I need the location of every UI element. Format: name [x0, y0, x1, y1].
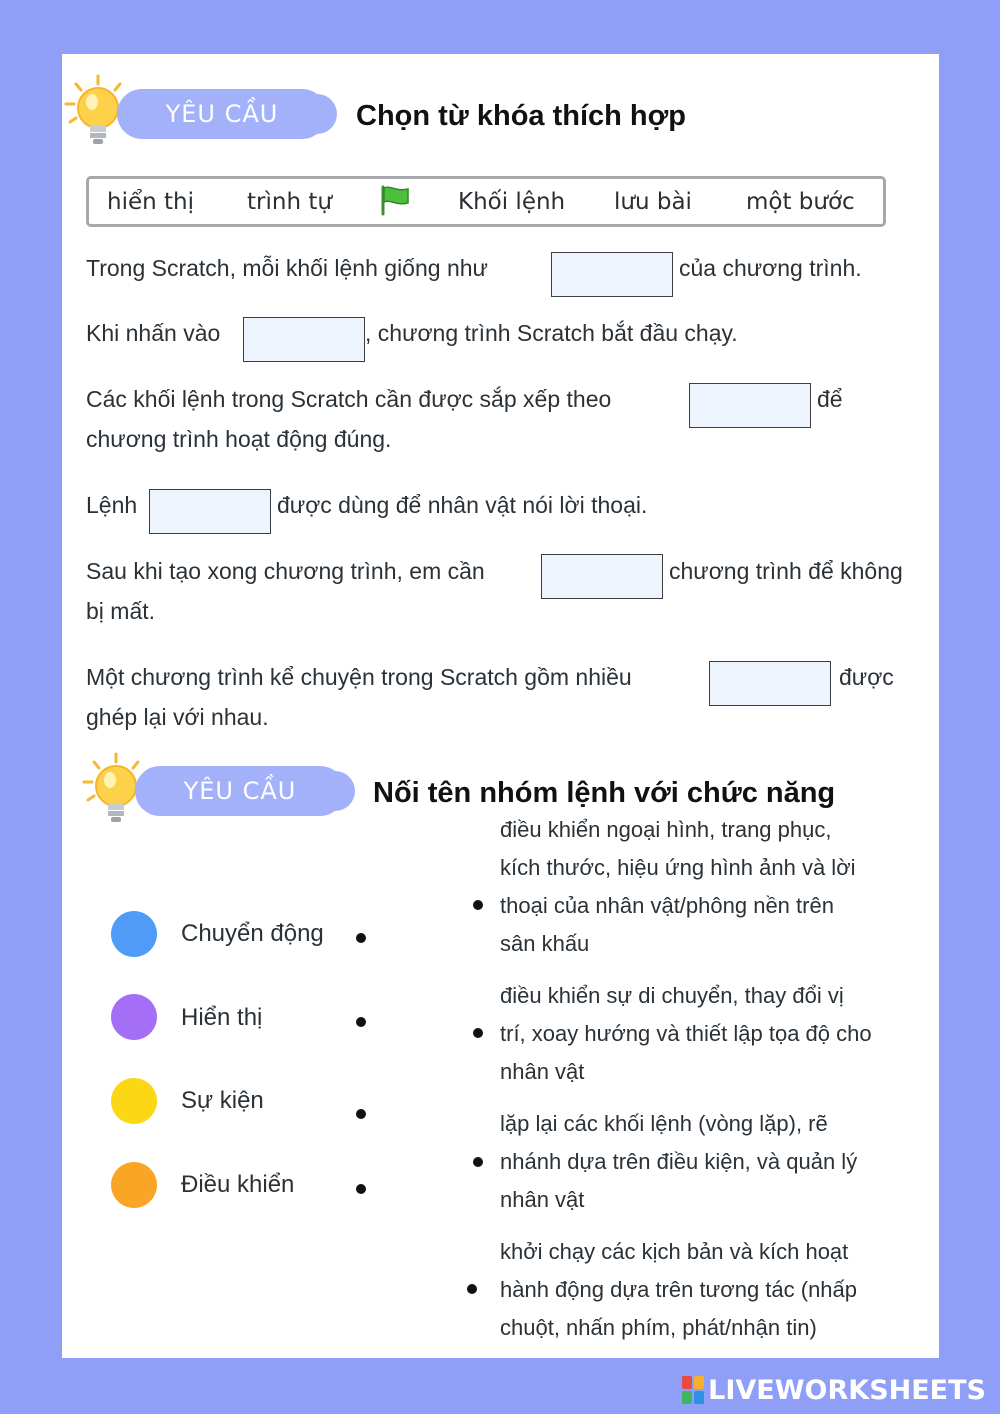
match-point-left[interactable]	[356, 1109, 366, 1119]
function-description: lặp lại các khối lệnh (vòng lặp), rẽ nhánh dựa trên điều kiện, và quản lý nhân vật	[500, 1111, 858, 1212]
sentence-6-after: được	[839, 664, 894, 690]
match-point-right[interactable]	[473, 900, 483, 910]
requirement-badge-label: YÊU CẦU	[165, 100, 279, 128]
answer-blank-2[interactable]	[243, 317, 365, 362]
section1-header	[62, 72, 762, 152]
answer-blank-1[interactable]	[551, 252, 673, 297]
section2-title: Nối tên nhóm lệnh với chức năng	[373, 777, 836, 809]
answer-blank-3[interactable]	[689, 383, 811, 428]
sentence-2-after: , chương trình Scratch bắt đầu chạy.	[365, 320, 738, 346]
color-dot-events	[111, 1078, 157, 1124]
sentence-4: Lệnh	[86, 492, 138, 518]
answer-blank-5[interactable]	[541, 554, 663, 599]
match-point-left[interactable]	[356, 1184, 366, 1194]
match-point-left[interactable]	[356, 933, 366, 943]
function-description: khởi chạy các kịch bản và kích hoạt hành động dựa trên tương tác (nhấp chuột, nhấn phím, phát/nhận tin)	[500, 1239, 858, 1340]
brand-text: LIVEWORKSHEETS	[708, 1374, 986, 1406]
match-point-left[interactable]	[356, 1017, 366, 1027]
function-description: điều khiển ngoại hình, trang phục, kích thước, hiệu ứng hình ảnh và lời thoại của nhân vật/phông nền trên sân khấu	[500, 817, 856, 956]
sentence-5: Sau khi tạo xong chương trình, em cần	[86, 558, 485, 584]
group-label-control: Điều khiển	[181, 1171, 295, 1198]
word-bank-item[interactable]: một bước	[746, 189, 855, 215]
group-label-looks: Hiển thị	[181, 1004, 263, 1031]
match-point-right[interactable]	[467, 1284, 477, 1294]
sentence-6-line2: ghép lại với nhau.	[86, 704, 269, 730]
sentence-6: Một chương trình kể chuyện trong Scratch gồm nhiều	[86, 664, 632, 690]
brand-mark-icon	[682, 1376, 704, 1404]
liveworksheets-logo	[682, 1374, 986, 1406]
color-dot-control	[111, 1162, 157, 1208]
sentence-3-line2: chương trình hoạt động đúng.	[86, 426, 392, 452]
answer-blank-6[interactable]	[709, 661, 831, 706]
sentence-4-after: được dùng để nhân vật nói lời thoại.	[277, 492, 648, 518]
sentence-3: Các khối lệnh trong Scratch cần được sắp xếp theo	[86, 386, 612, 412]
requirement-badge	[135, 766, 345, 816]
green-flag-icon[interactable]	[378, 184, 412, 216]
match-point-right[interactable]	[473, 1157, 483, 1167]
requirement-badge	[117, 89, 327, 139]
answer-blank-4[interactable]	[149, 489, 271, 534]
word-bank-item[interactable]: hiển thị	[107, 189, 194, 215]
sentence-text: Trong Scratch, mỗi khối lệnh giống như	[86, 255, 488, 281]
requirement-badge-label: YÊU CẦU	[183, 777, 297, 805]
word-bank-item[interactable]: trình tự	[247, 189, 332, 215]
sentence-5-after: chương trình để không	[669, 558, 903, 584]
word-bank-item[interactable]: lưu bài	[614, 189, 692, 215]
sentence-2: Khi nhấn vào	[86, 320, 221, 346]
match-point-right[interactable]	[473, 1028, 483, 1038]
word-bank-item[interactable]: Khối lệnh	[458, 189, 566, 215]
section1-title: Chọn từ khóa thích hợp	[356, 100, 686, 132]
group-label-motion: Chuyển động	[181, 920, 324, 947]
color-dot-motion	[111, 911, 157, 957]
function-description: điều khiển sự di chuyển, thay đổi vị trí, xoay hướng và thiết lập tọa độ cho nhân vật	[500, 983, 872, 1084]
sentence-1-after: của chương trình.	[679, 255, 862, 281]
color-dot-looks	[111, 994, 157, 1040]
sentence-3-after: để	[817, 386, 843, 412]
sentence-5-line2: bị mất.	[86, 598, 156, 624]
word-bank	[86, 176, 886, 227]
group-label-events: Sự kiện	[181, 1087, 264, 1114]
sentence-1	[86, 248, 488, 288]
